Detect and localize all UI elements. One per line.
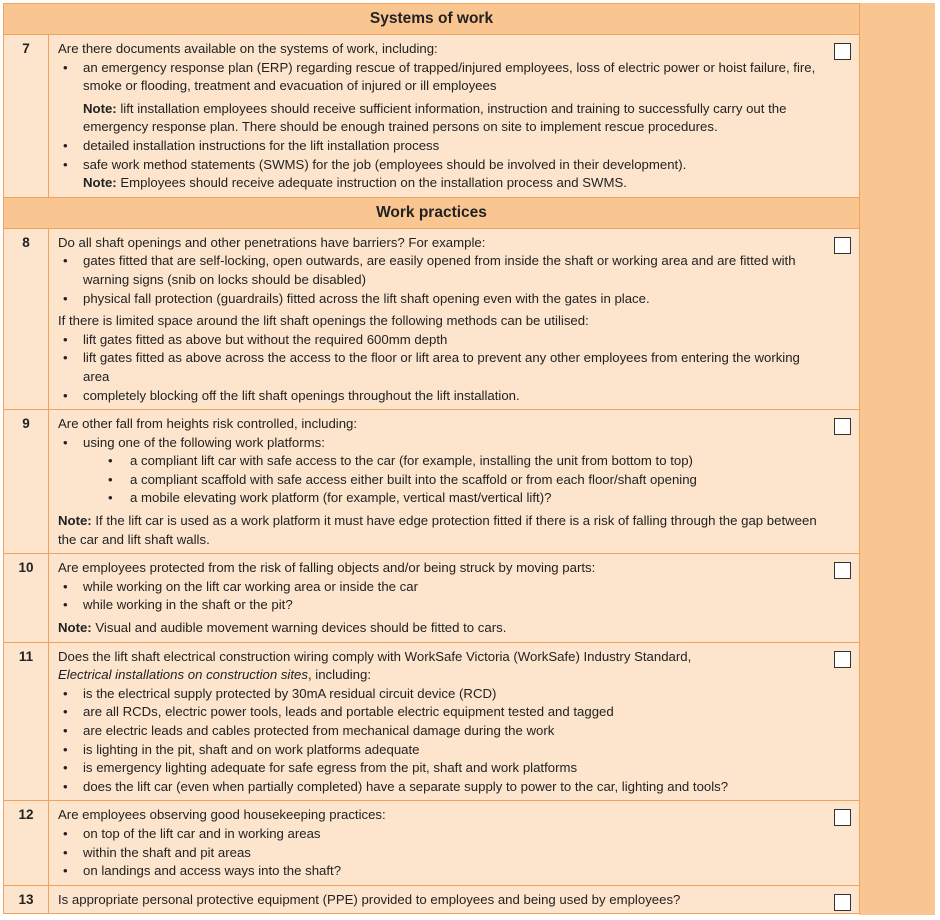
section-header-systems-of-work — [4, 4, 860, 35]
note — [58, 619, 823, 638]
note — [58, 174, 823, 193]
question-row-9 — [4, 410, 860, 554]
list-item: • safe work method statements (SWMS) for the job (employees should be involved in their development). — [58, 156, 823, 175]
list-item: • physical fall protection (guardrails) fitted across the lift shaft opening even with the gates in place. — [58, 290, 823, 309]
question-number: 11 — [4, 642, 49, 801]
question-body — [49, 801, 860, 885]
checklist-table — [3, 3, 860, 914]
list-item: • on landings and access ways into the shaft? — [58, 862, 823, 881]
question-text: Does the lift shaft electrical construction wiring comply with WorkSafe Victoria (WorkSafe) Industry Standard, — [58, 648, 692, 664]
list-item: • while working in the shaft or the pit? — [58, 596, 823, 615]
question-row-7 — [4, 35, 860, 198]
list-item: • a mobile elevating work platform (for example, vertical mast/vertical lift)? — [58, 489, 823, 508]
note-text: Employees should receive adequate instruction on the installation process and SWMS. — [116, 175, 627, 191]
bullet-list — [58, 252, 823, 308]
list-item: • is emergency lighting adequate for safe egress from the pit, shaft and work platforms — [58, 759, 823, 778]
question-text: Are other fall from heights risk controlled, including: — [58, 416, 358, 432]
list-item: • does the lift car (even when partially completed) have a separate supply to power to the car, lighting and tools? — [58, 778, 823, 797]
note — [58, 100, 823, 137]
bullet-list — [58, 825, 823, 881]
bullet-list — [58, 434, 823, 453]
bullet-list — [58, 685, 823, 797]
list-item: • is lighting in the pit, shaft and on work platforms adequate — [58, 741, 823, 760]
question-body — [49, 642, 860, 801]
question-row-10 — [4, 554, 860, 642]
section-header-work-practices — [4, 197, 860, 228]
answer-checkbox[interactable] — [834, 43, 851, 60]
question-text-end: , including: — [307, 667, 371, 683]
question-text: Are there documents available on the systems of work, including: — [58, 41, 438, 56]
section-title: Systems of work — [4, 4, 860, 35]
question-body — [49, 35, 860, 198]
answer-checkbox[interactable] — [834, 651, 851, 668]
question-body — [49, 554, 860, 642]
answer-checkbox[interactable] — [834, 562, 851, 579]
sub-bullet-list — [58, 452, 823, 508]
note-text: lift installation employees should receive sufficient information, instruction and training to successfully carry out the emergency response plan. There should be enough trained persons on site to implement rescue procedures. — [83, 100, 787, 135]
list-item: • lift gates fitted as above across the access to the floor or lift area to prevent any other employees from entering the working area — [58, 349, 823, 386]
answer-checkbox[interactable] — [834, 894, 851, 911]
right-margin-column — [859, 3, 935, 915]
note-label: Note: — [83, 100, 117, 116]
list-item: • using one of the following work platforms: — [58, 434, 823, 453]
answer-checkbox[interactable] — [834, 418, 851, 435]
question-body — [49, 228, 860, 409]
bullet-list — [58, 578, 823, 615]
question-row-11 — [4, 642, 860, 801]
note-text: Visual and audible movement warning devices should be fitted to cars. — [91, 620, 507, 636]
note-label: Note: — [58, 513, 92, 529]
list-item: • an emergency response plan (ERP) regarding rescue of trapped/injured employees, loss of electric power or hoist failure, fire, smoke or flooding, treatment and evacuation of injured or ill employees — [58, 59, 823, 96]
list-item: • a compliant lift car with safe access to the car (for example, installing the unit from bottom to top) — [58, 452, 823, 471]
question-number: 8 — [4, 228, 49, 409]
bullet-list — [58, 137, 823, 174]
question-text-continued — [58, 666, 823, 685]
question-row-13 — [4, 885, 860, 914]
list-item: • on top of the lift car and in working areas — [58, 825, 823, 844]
list-item: • completely blocking off the lift shaft openings throughout the lift installation. — [58, 387, 823, 406]
paragraph: If there is limited space around the lift shaft openings the following methods can be utilised: — [58, 313, 589, 329]
note-label: Note: — [83, 175, 117, 191]
question-body — [49, 410, 860, 554]
question-number: 13 — [4, 885, 49, 914]
question-text: Do all shaft openings and other penetrations have barriers? For example: — [58, 234, 486, 250]
section-title: Work practices — [4, 197, 860, 228]
question-number: 7 — [4, 35, 49, 198]
answer-checkbox[interactable] — [834, 809, 851, 826]
note-text: If the lift car is used as a work platform it must have edge protection fitted if there is a risk of falling through the gap between the car and lift shaft walls. — [58, 513, 817, 547]
question-row-8 — [4, 228, 860, 409]
list-item: • while working on the lift car working area or inside the car — [58, 578, 823, 597]
bullet-list — [58, 331, 823, 405]
answer-checkbox[interactable] — [834, 237, 851, 254]
question-number: 12 — [4, 801, 49, 885]
list-item: • detailed installation instructions for the lift installation process — [58, 137, 823, 156]
list-item: • is the electrical supply protected by 30mA residual circuit device (RCD) — [58, 685, 823, 704]
note — [58, 512, 823, 549]
note-label: Note: — [58, 620, 92, 636]
bullet-list — [58, 59, 823, 96]
list-item: • lift gates fitted as above but without the required 600mm depth — [58, 331, 823, 350]
question-number: 9 — [4, 410, 49, 554]
question-row-12 — [4, 801, 860, 885]
list-item: • a compliant scaffold with safe access either built into the scaffold or from each floor/shaft opening — [58, 471, 823, 490]
question-number: 10 — [4, 554, 49, 642]
list-item: • within the shaft and pit areas — [58, 844, 823, 863]
question-text: Are employees protected from the risk of falling objects and/or being struck by moving parts: — [58, 560, 596, 576]
list-item: • are electric leads and cables protected from mechanical damage during the work — [58, 722, 823, 741]
question-text: Are employees observing good housekeeping practices: — [58, 807, 386, 823]
question-body — [49, 885, 860, 914]
list-item: • gates fitted that are self-locking, open outwards, are easily opened from inside the shaft or working area and are fitted with warning signs (snib on locks should be disabled) — [58, 252, 823, 289]
standard-title: Electrical installations on construction sites — [58, 667, 308, 683]
list-item: • are all RCDs, electric power tools, leads and portable electric equipment tested and tagged — [58, 703, 823, 722]
question-text: Is appropriate personal protective equipment (PPE) provided to employees and being used by employees? — [58, 891, 681, 907]
